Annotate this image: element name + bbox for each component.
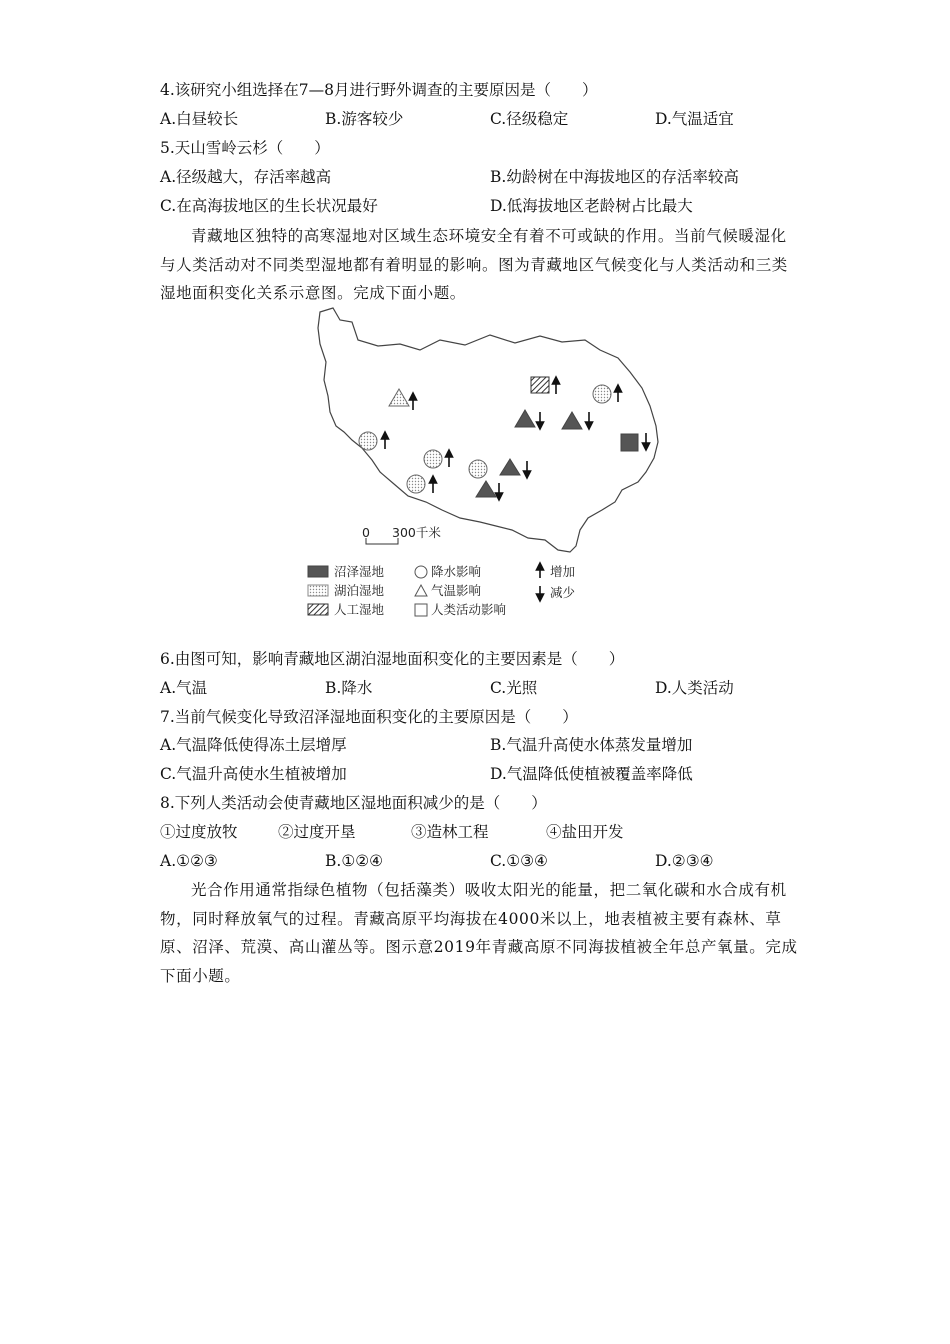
legend-temp: 气温影响: [431, 583, 482, 598]
q4-option-a: A.白昼较长: [160, 110, 239, 128]
q7-option-b: B.气温升高使水体蒸发量增加: [490, 736, 693, 754]
q6-option-b: B.降水: [325, 679, 373, 697]
lake-precip-symbol: [359, 432, 377, 450]
q8-option-c: C.①③④: [490, 852, 548, 870]
legend-human: 人类活动影响: [431, 602, 507, 617]
q8-item-1: ①过度放牧: [160, 823, 238, 841]
map-legend: [308, 564, 576, 617]
q5-stem: 5.天山雪岭云杉（ ）: [160, 139, 330, 157]
q4-option-b: B.游客较少: [325, 110, 404, 128]
lake-precip-symbol: [593, 385, 611, 403]
q7-option-d: D.气温降低使植被覆盖率降低: [490, 765, 693, 783]
q6-stem: 6.由图可知，影响青藏地区湖泊湿地面积变化的主要因素是（ ）: [160, 650, 625, 668]
q7-option-c: C.气温升高使水生植被增加: [160, 765, 347, 783]
q4-option-c: C.径级稳定: [490, 110, 569, 128]
q5-option-a: A.径级越大，存活率越高: [160, 168, 332, 186]
q8-item-4: ④盐田开发: [546, 823, 624, 841]
q4-stem: 4.该研究小组选择在7—8月进行野外调查的主要原因是（ ）: [160, 81, 598, 99]
scale-label: 300千米: [392, 525, 441, 540]
q6-option-c: C.光照: [490, 679, 538, 697]
legend-decrease: 减少: [550, 585, 576, 600]
legend-marsh: 沼泽湿地: [334, 564, 385, 579]
wetland-change-map: [300, 300, 670, 625]
legend-artificial: 人工湿地: [334, 602, 385, 617]
q6-option-d: D.人类活动: [655, 679, 734, 697]
marsh-human-symbol: [621, 434, 638, 451]
q8-option-d: D.②③④: [655, 852, 714, 870]
q6-option-a: A.气温: [160, 679, 208, 697]
artificial-wetland-symbol: [531, 377, 549, 393]
region-outline: [318, 308, 658, 552]
q7-option-a: A.气温降低使得冻土层增厚: [160, 736, 347, 754]
scale-zero: 0: [362, 525, 370, 540]
scale-bar: [362, 525, 441, 544]
passage-photosynthesis: 光合作用通常指绿色植物（包括藻类）吸收太阳光的能量，把二氧化碳和水合成有机物，同时释放氧气的过程。青藏高原平均海拔在4000米以上，地表植被主要有森林、草原、沼泽、荒漠、高山灌丛等。图示意2019年青藏高原不同海拔植被全年总产氧量。完成下面小题。: [160, 881, 798, 985]
legend-precip: 降水影响: [431, 564, 482, 579]
q5-option-c: C.在高海拔地区的生长状况最好: [160, 197, 378, 215]
q7-stem: 7.当前气候变化导致沼泽湿地面积变化的主要原因是（ ）: [160, 708, 578, 726]
q8-option-a: A.①②③: [160, 852, 218, 870]
q4-option-d: D.气温适宜: [655, 110, 734, 128]
legend-increase: 增加: [550, 564, 576, 579]
q8-item-2: ②过度开垦: [278, 823, 356, 841]
lake-precip-symbol: [424, 450, 442, 468]
q8-stem: 8.下列人类活动会使青藏地区湿地面积减少的是（ ）: [160, 794, 547, 812]
q5-option-d: D.低海拔地区老龄树占比最大: [490, 197, 693, 215]
q8-option-b: B.①②④: [325, 852, 384, 870]
lake-precip-symbol: [407, 475, 425, 493]
passage-wetland: 青藏地区独特的高寒湿地对区域生态环境安全有着不可或缺的作用。当前气候暖湿化与人类活动对不同类型湿地都有着明显的影响。图为青藏地区气候变化与人类活动和三类湿地面积变化关系示意图。完成下面小题。: [160, 227, 788, 303]
q8-item-3: ③造林工程: [411, 823, 489, 841]
legend-lake: 湖泊湿地: [334, 583, 385, 598]
lake-precip-symbol: [469, 460, 487, 478]
q5-option-b: B.幼龄树在中海拔地区的存活率较高: [490, 168, 739, 186]
